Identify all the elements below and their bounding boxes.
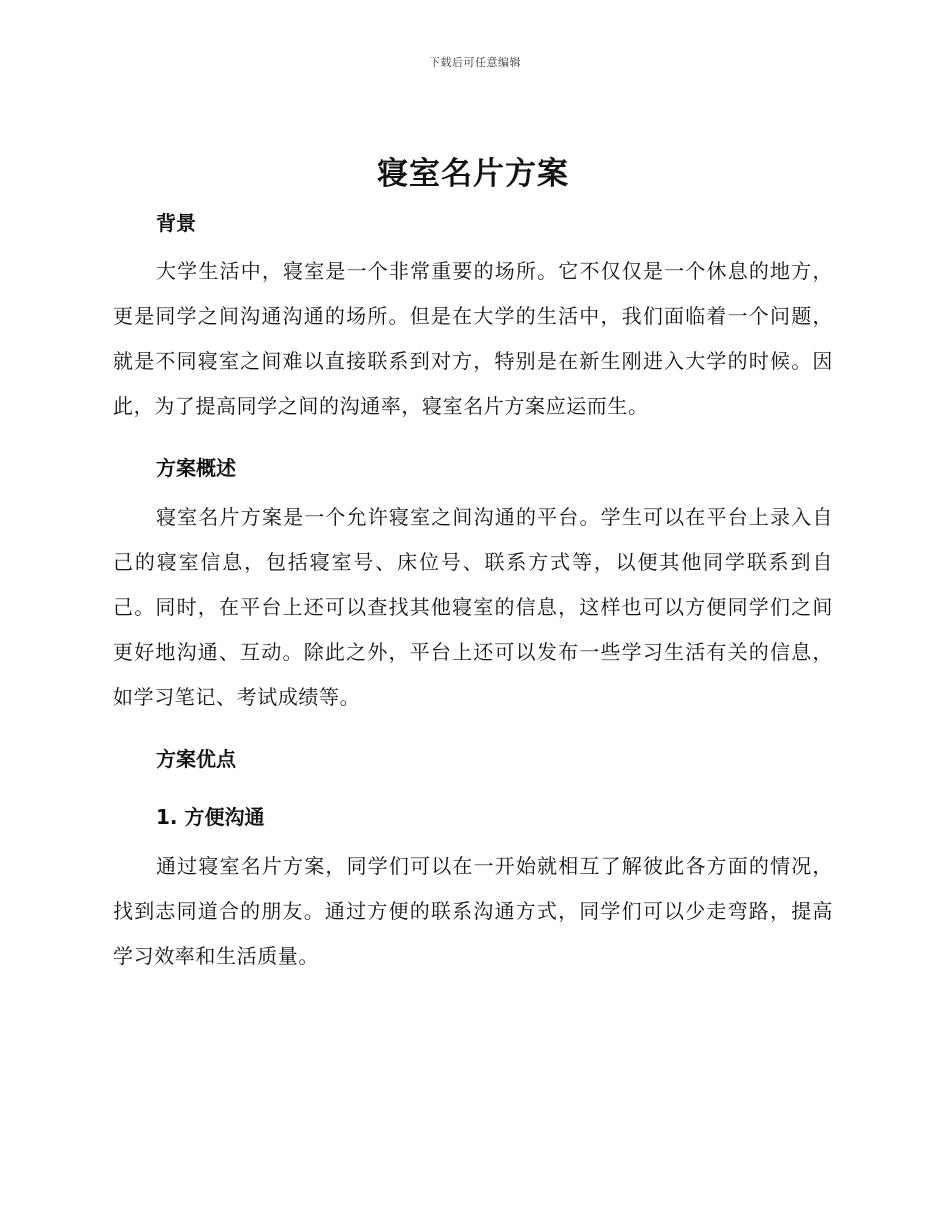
paragraph-overview: 寝室名片方案是一个允许寝室之间沟通的平台。学生可以在平台上录入自己的寝室信息，包括寝室号、床位号、联系方式等，以便其他同学联系到自己。同时，在平台上还可以查找其他寝室的信息，这样也可以方便同学们之间更好地沟通、互动。除此之外，平台上还可以发布一些学习生活有关的信息，如学习笔记、考试成绩等。 [113,505,833,709]
document-body [113,150,833,979]
paragraph-background: 大学生活中，寝室是一个非常重要的场所。它不仅仅是一个休息的地方，更是同学之间沟通沟通的场所。但是在大学的生活中，我们面临着一个问题，就是不同寝室之间难以直接联系到对方，特别是在新生刚进入大学的时候。因此，为了提高同学之间的沟通率，寝室名片方案应运而生。 [113,259,833,418]
subsection-heading-convenient-communication: 1. 方便沟通 [156,805,265,829]
section-heading-advantages: 方案优点 [156,747,236,771]
paragraph-convenient-communication: 通过寝室名片方案，同学们可以在一开始就相互了解彼此各方面的情况，找到志同道合的朋友。通过方便的联系沟通方式，同学们可以少走弯路，提高学习效率和生活质量。 [113,854,833,968]
section-heading-background: 背景 [156,211,196,235]
document-title: 寝室名片方案 [377,156,569,192]
section-heading-overview: 方案概述 [156,456,236,480]
header-note: 下载后可任意编辑 [429,56,521,69]
